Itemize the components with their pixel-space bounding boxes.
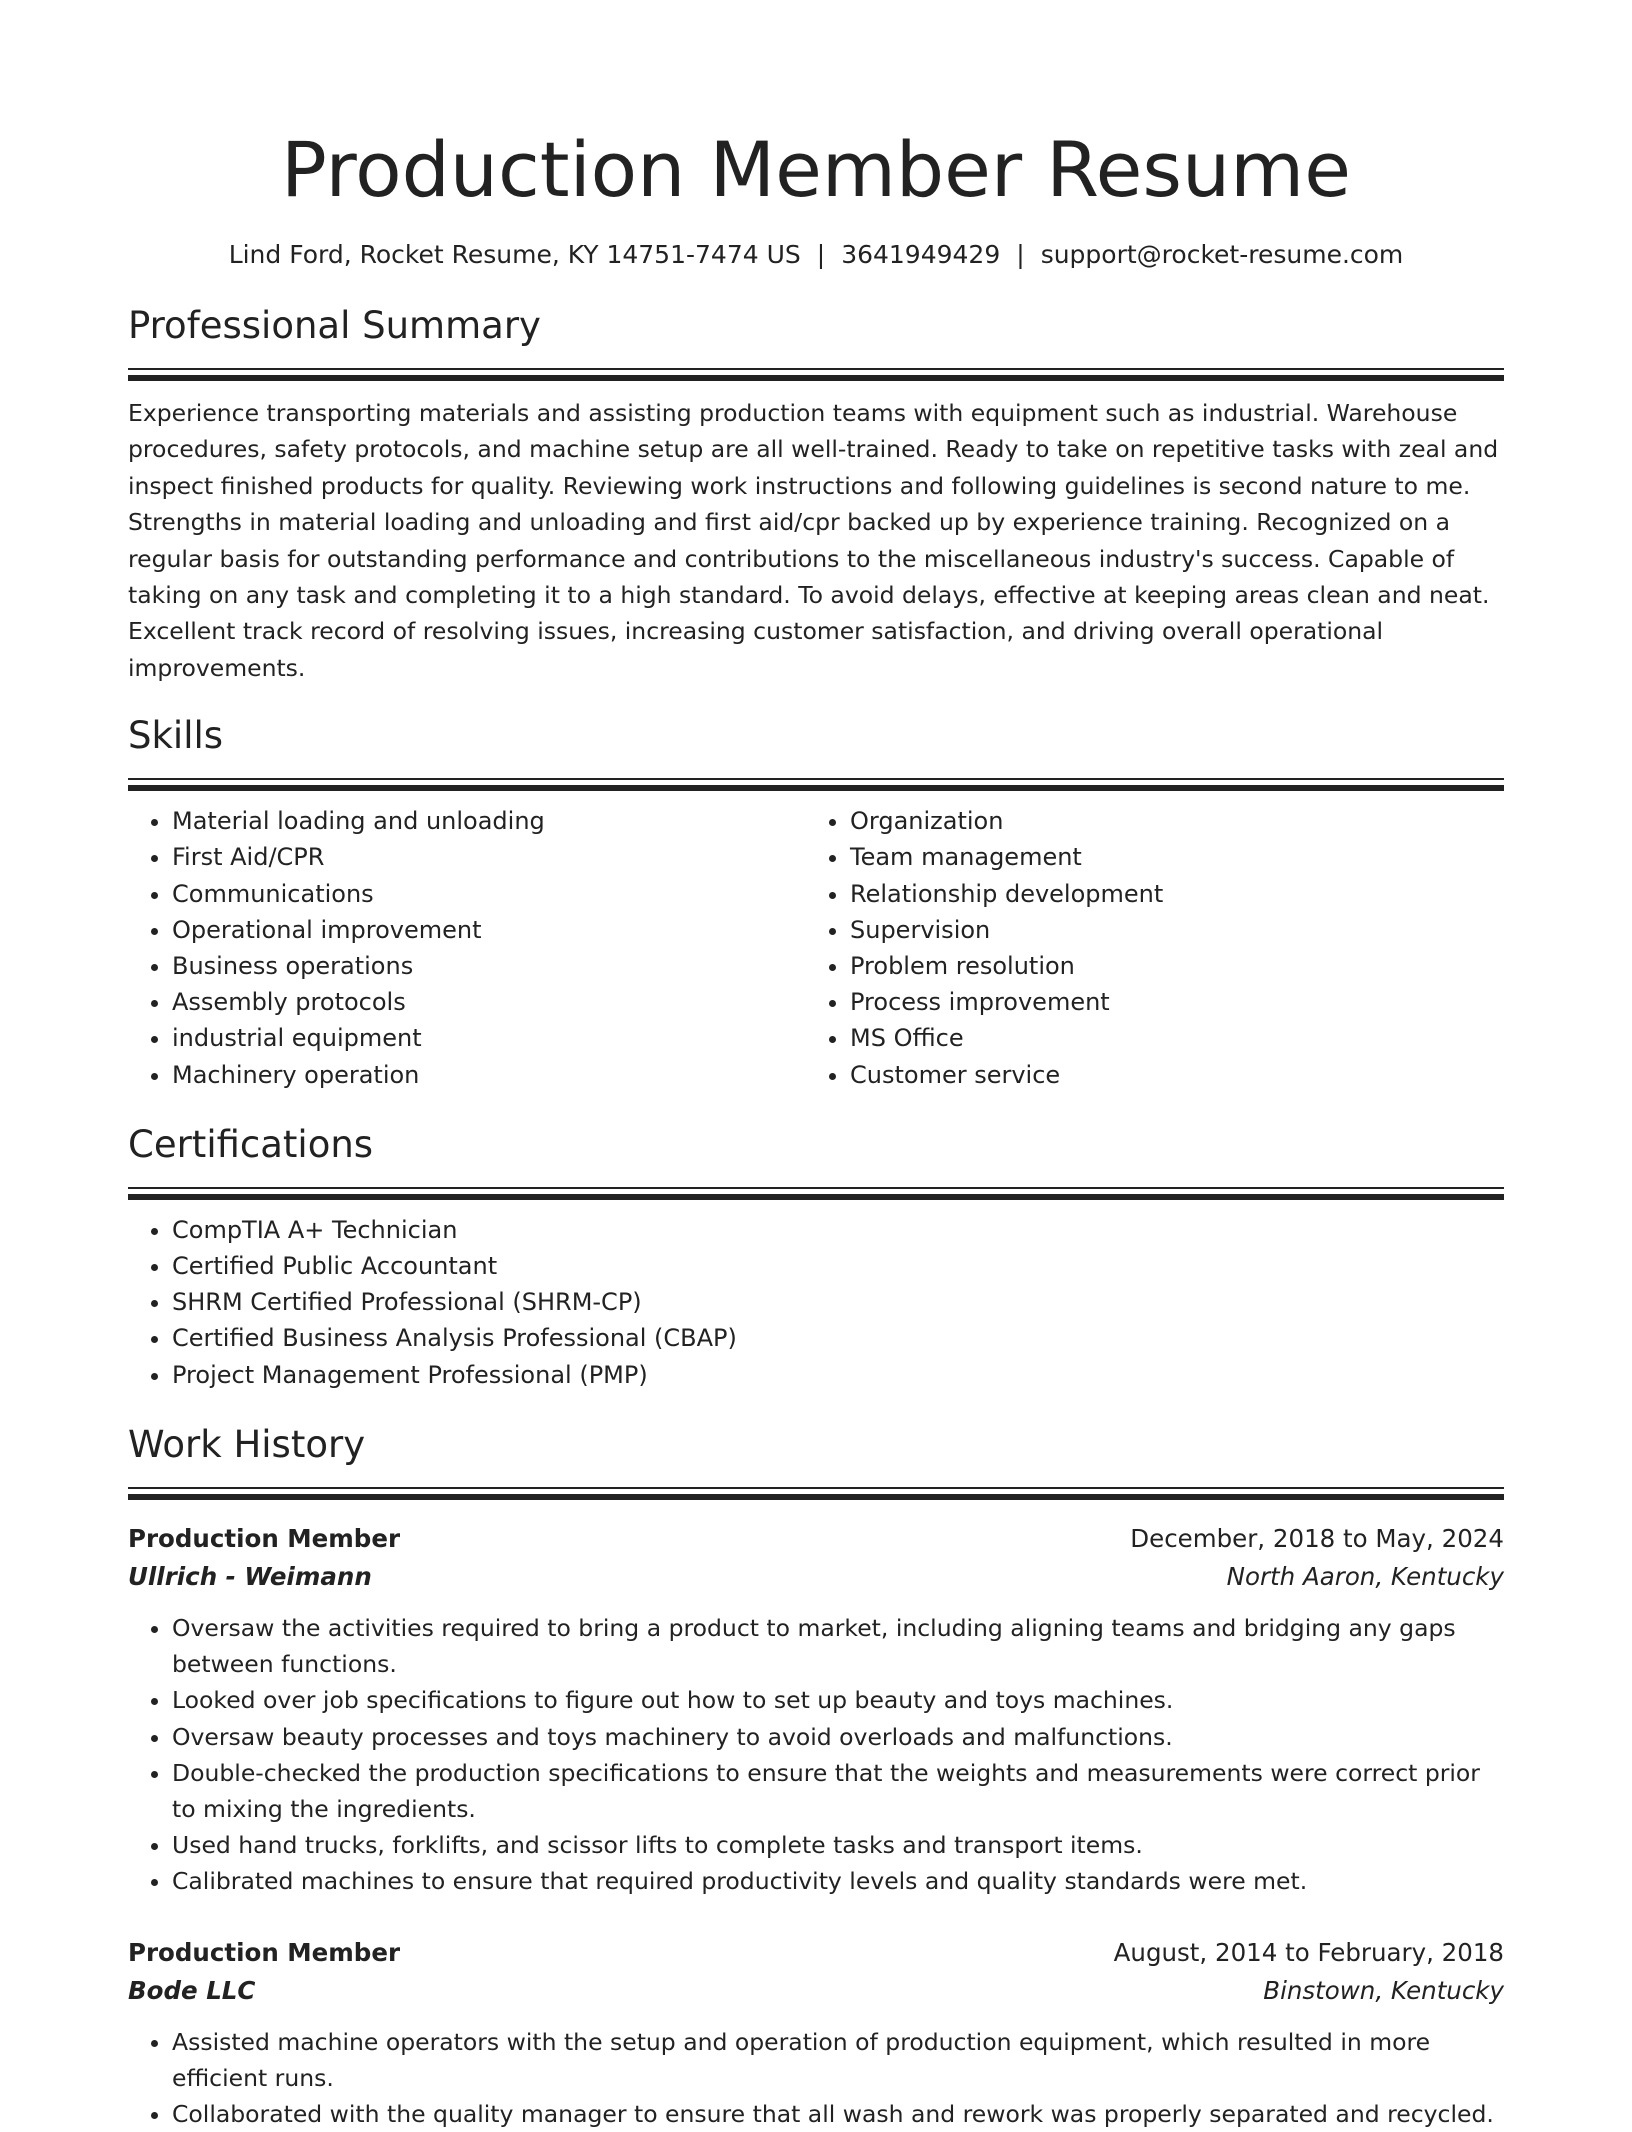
page-title: Production Member Resume <box>281 125 1351 214</box>
skills-list-left <box>128 803 806 1093</box>
skill-item: • Customer service <box>850 1057 1484 1093</box>
skill-item: • Organization <box>850 803 1484 839</box>
certifications-heading: Certifications <box>128 1122 374 1166</box>
contact-email: support@rocket-resume.com <box>1040 240 1404 269</box>
certifications-list <box>128 1212 1504 1393</box>
section-divider <box>128 1487 1504 1500</box>
job-duty: • Double-checked the production specifications to ensure that the weights and measurements were correct prior to mixing the ingredients. <box>172 1755 1504 1827</box>
job-dates: December, 2018 to May, 2024 <box>1130 1523 1504 1553</box>
job-duties-list <box>128 2024 1504 2132</box>
contact-separator: | <box>1016 240 1025 269</box>
section-divider <box>128 778 1504 791</box>
job-duty: • Collaborated with the quality manager to ensure that all wash and rework was properly separated and recycled. <box>172 2096 1504 2132</box>
job-duty: • Looked over job specifications to figure out how to set up beauty and toys machines. <box>172 1682 1504 1718</box>
summary-heading: Professional Summary <box>128 304 541 347</box>
job-duties-list <box>128 1610 1504 1900</box>
skill-item: • Assembly protocols <box>172 984 806 1020</box>
job-duty: • Used hand trucks, forklifts, and scissor lifts to complete tasks and transport items. <box>172 1827 1504 1863</box>
job-header-row <box>128 1934 1504 1972</box>
skill-item: • Operational improvement <box>172 912 806 948</box>
skill-item: • Supervision <box>850 912 1484 948</box>
contact-separator: | <box>816 240 826 269</box>
job-title: Production Member <box>128 1523 401 1553</box>
certification-item: • CompTIA A+ Technician <box>172 1212 1504 1248</box>
skills-grid <box>128 803 1504 1093</box>
job-entry <box>128 1520 1504 1900</box>
job-duty: • Assisted machine operators with the setup and operation of production equipment, which resulted in more efficient runs. <box>172 2024 1504 2096</box>
contact-address: Lind Ford, Rocket Resume, KY 14751-7474 US <box>228 240 801 269</box>
job-company: Bode LLC <box>128 1975 256 2005</box>
skills-list-right <box>806 803 1484 1093</box>
summary-text: Experience transporting materials and assisting production teams with equipment such as industrial. Warehouse procedures, safety protocols, and machine setup are all well-trained. Ready to take on repetitive tasks with zeal and inspect finished products for quality. Reviewing work instructions and following guidelines is second nature to me. Strengths in material loading and unloading and first aid/cpr backed up by experience training. Recognized on a regular basis for outstanding performance and contributions to the miscellaneous industry's success. Capable of taking on any task and completing it to a high standard. To avoid delays, effective at keeping areas clean and neat. Excellent track record of resolving issues, increasing customer satisfaction, and driving overall operational improvements. <box>128 399 1499 682</box>
skill-item: • industrial equipment <box>172 1020 806 1056</box>
job-company-row <box>128 1972 1504 2010</box>
section-divider <box>128 368 1504 381</box>
job-company: Ullrich - Weimann <box>128 1561 372 1591</box>
job-duty: • Calibrated machines to ensure that required productivity levels and quality standards were met. <box>172 1863 1504 1899</box>
certification-item: • Project Management Professional (PMP) <box>172 1357 1504 1393</box>
skill-item: • MS Office <box>850 1020 1484 1056</box>
skill-item: • First Aid/CPR <box>172 839 806 875</box>
job-dates: August, 2014 to February, 2018 <box>1113 1937 1504 1967</box>
work-history-section <box>128 1417 1504 2132</box>
job-header-row <box>128 1520 1504 1558</box>
skill-item: • Process improvement <box>850 984 1484 1020</box>
job-duty: • Oversaw beauty processes and toys machinery to avoid overloads and malfunctions. <box>172 1719 1504 1755</box>
contact-phone: 3641949429 <box>841 240 1001 269</box>
resume-page <box>128 0 1504 2132</box>
job-entry <box>128 1934 1504 2132</box>
skill-item: • Material loading and unloading <box>172 803 806 839</box>
skills-heading: Skills <box>128 714 224 758</box>
skill-item: • Business operations <box>172 948 806 984</box>
skill-item: • Relationship development <box>850 876 1484 912</box>
work-history-heading: Work History <box>128 1422 366 1466</box>
contact-line <box>128 238 1504 272</box>
skill-item: • Team management <box>850 839 1484 875</box>
job-company-row <box>128 1558 1504 1596</box>
certification-item: • SHRM Certified Professional (SHRM-CP) <box>172 1284 1504 1320</box>
job-location: North Aaron, Kentucky <box>1226 1561 1504 1591</box>
skills-section <box>128 708 1504 1093</box>
skill-item: • Communications <box>172 876 806 912</box>
job-duty: • Oversaw the activities required to bring a product to market, including aligning teams and bridging any gaps between functions. <box>172 1610 1504 1682</box>
skill-item: • Problem resolution <box>850 948 1484 984</box>
job-title: Production Member <box>128 1937 401 1967</box>
certification-item: • Certified Public Accountant <box>172 1248 1504 1284</box>
certifications-section <box>128 1117 1504 1393</box>
section-divider <box>128 1187 1504 1200</box>
summary-section <box>128 298 1504 686</box>
skill-item: • Machinery operation <box>172 1057 806 1093</box>
job-location: Binstown, Kentucky <box>1263 1975 1504 2005</box>
certification-item: • Certified Business Analysis Professional (CBAP) <box>172 1320 1504 1356</box>
